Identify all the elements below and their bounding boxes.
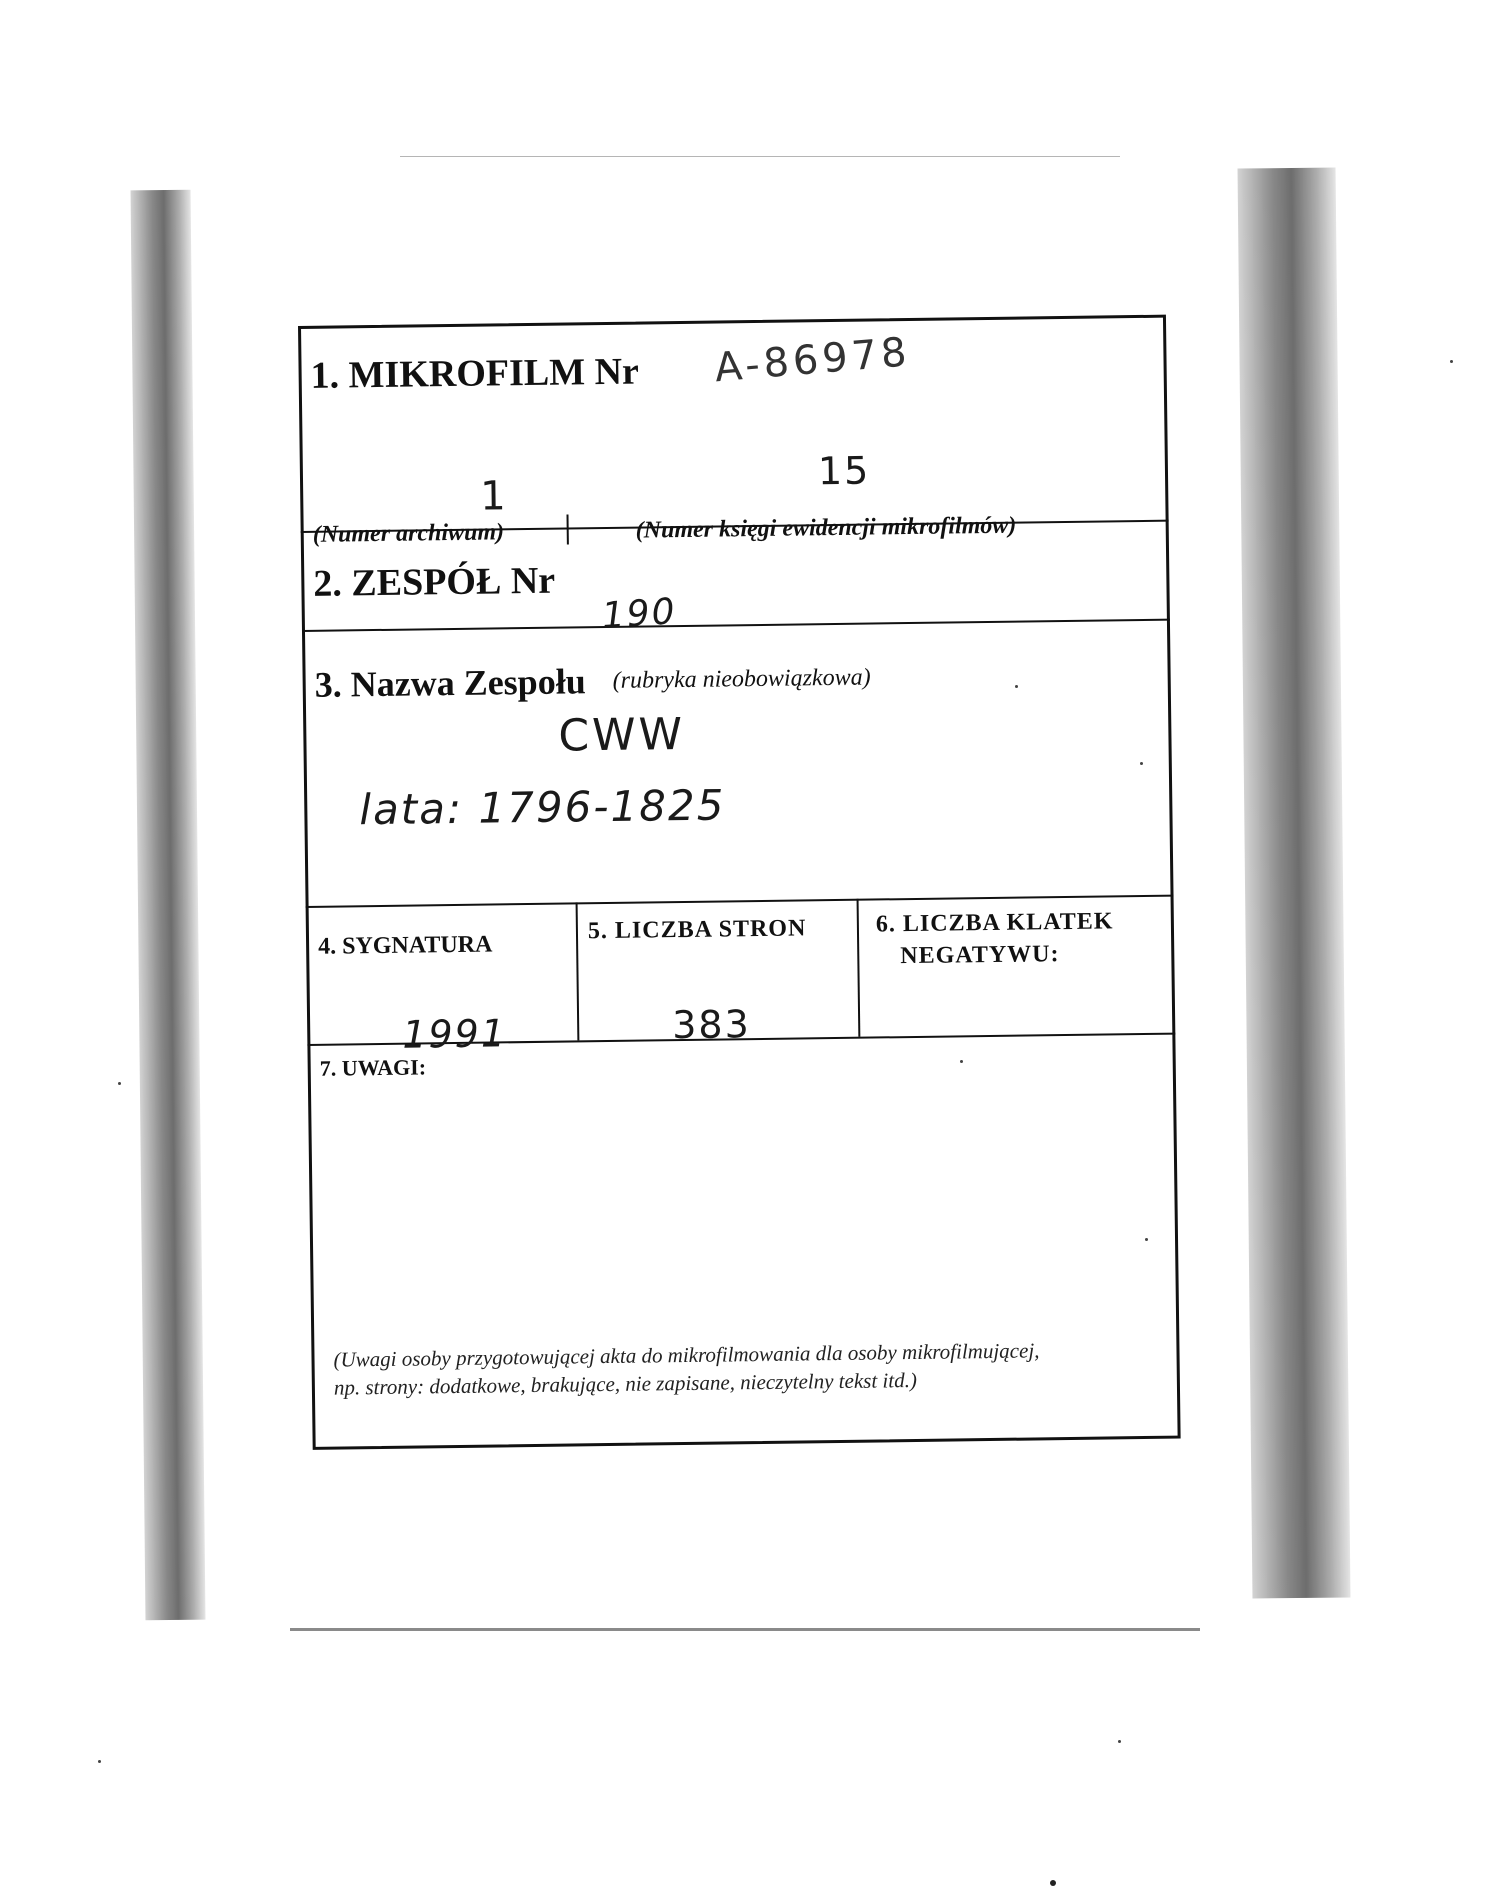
scan-speck [1450, 360, 1453, 363]
microfilm-form [298, 315, 1181, 1450]
book-number-caption: (Numer księgi ewidencji mikrofilmów) [635, 512, 1017, 544]
negative-frames-label-line1: 6. LICZBA KLATEK [875, 908, 1114, 938]
archive-number-value: 1 [479, 473, 509, 520]
remarks-footnote [333, 1336, 1040, 1401]
form-border [298, 315, 1181, 1450]
negative-frames-label-line2: NEGATYWU: [900, 941, 1060, 970]
page-count-value: 383 [671, 1002, 751, 1048]
remarks-label: 7. UWAGI: [319, 1054, 427, 1081]
archive-number-caption: (Numer archiwum) [312, 519, 505, 548]
fonds-number-value: 190 [600, 591, 678, 637]
negative-frames-label [876, 905, 1114, 972]
page-edge-bottom [290, 1628, 1200, 1631]
fonds-number-label: 2. ZESPÓŁ Nr [313, 559, 556, 605]
page-count-label: 5. LICZBA STRON [587, 915, 807, 945]
scan-speck [1050, 1880, 1056, 1886]
scan-shadow-right [1238, 168, 1351, 1599]
fonds-name-value: CWW [558, 708, 686, 762]
fonds-name-optional-note: (rubryka nieobowiązkowa) [612, 664, 871, 694]
scan-speck [118, 1082, 121, 1085]
book-number-value: 15 [817, 448, 871, 494]
signature-value: 1991 [401, 1011, 508, 1057]
fonds-dates-value: lata: 1796-1825 [359, 780, 726, 835]
scan-speck [1118, 1740, 1121, 1743]
scan-shadow-left [131, 190, 206, 1621]
remarks-footnote-line2: np. strony: dodatkowe, brakujące, nie zapisane, nieczytelny tekst itd.) [333, 1367, 918, 1400]
scan-speck [98, 1760, 101, 1763]
microfilm-number-value: A-86978 [712, 329, 913, 392]
fonds-name-label: 3. Nazwa Zespołu [314, 661, 586, 705]
remarks-footnote-line1: (Uwagi osoby przygotowującej akta do mikrofilmowania dla osoby mikrofilmującej, [333, 1338, 1040, 1372]
signature-label: 4. SYGNATURA [317, 931, 493, 960]
caption-separator [566, 514, 568, 544]
microfilm-number-label: 1. MIKROFILM Nr [310, 350, 640, 397]
page-edge-top [400, 156, 1120, 157]
